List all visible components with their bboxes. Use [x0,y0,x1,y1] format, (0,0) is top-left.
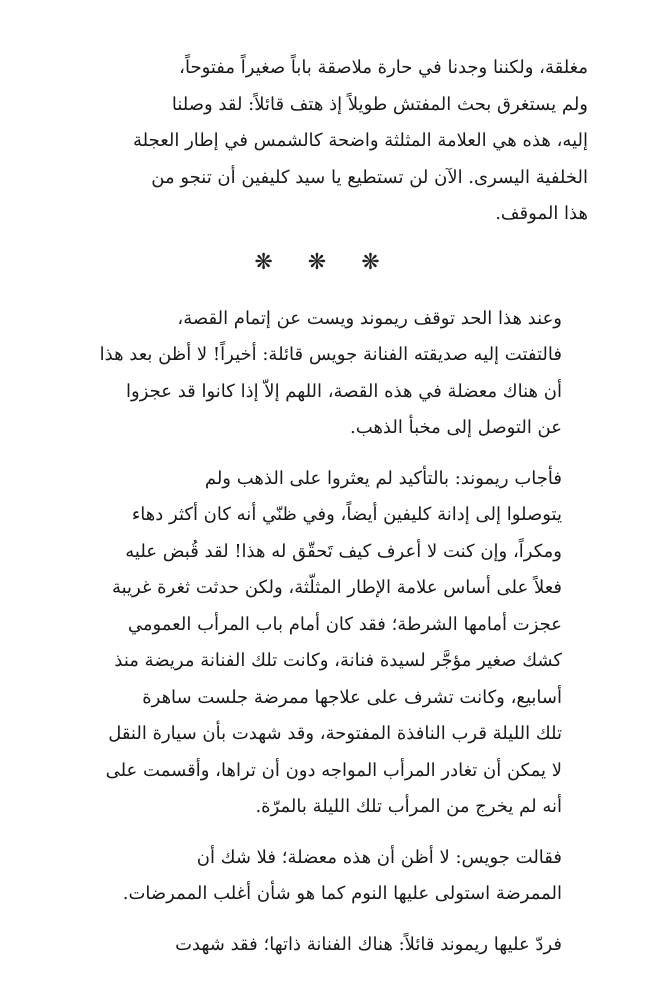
text-line: أسابيع، وكانت تشرف على علاجها ممرضة جلست ساهرة [142,686,562,708]
text-line: فعلاً على أساس علامة الإطار المثلّثة، ولكن حدثت ثغرة غريبة [111,577,562,598]
text-line: عجزت أمامها الشرطة؛ فقد كان أمام باب المرأب العمومي [127,613,562,635]
text-line: يتوصلوا إلى إدانة كليفين أيضاً، وفي ظنّي أنه كان أكثر دهاء [131,504,562,525]
text-line: وعند هذا الحد توقف ريموند ويست عن إتمام القصة، [177,307,562,329]
text-line: كشك صغير مؤجَّر لسيدة فنانة، وكانت تلك الفنانة مريضة منذ [114,650,562,671]
text-line: عن التوصل إلى مخبأ الذهب. [350,417,562,438]
text-line: أنه لم يخرج من المرأب تلك الليلة بالمرّة. [255,796,562,817]
text-line: مغلقة، ولكننا وجدنا في حارة ملاصقة باباً صغيراً مفتوحاً، [179,57,588,78]
text-line: إليه، هذه هي العلامة المثلثة واضحة كالشمس في إطار العجلة [132,130,588,151]
paragraph-raymond-answer [60,461,588,826]
text-line: لا يمكن أن تغادر المرأب المواجه دون أن تراها، وأقسمت على [105,759,562,781]
text-line: فقالت جويس: لا أظن أن هذه معضلة؛ فلا شك أن [196,846,562,868]
section-divider: ❋ ❋ ❋ [254,249,394,275]
text-line: فأجاب ريموند: بالتأكيد لم يعثروا على الذهب ولم [204,467,562,489]
paragraph-raymond-pause [60,301,588,447]
paragraph-opening [60,50,588,233]
text-line: ولم يستغرق بحث المفتش طويلاً إذ هتف قائلاً: لقد وصلنا [171,93,588,115]
text-line: هذا الموقف. [495,203,588,224]
text-line: فالتفتت إليه صديقته الفنانة جويس قائلة: أخيراً! لا أظن بعد هذا [99,344,562,365]
paragraph-raymond-rebuttal [60,927,588,964]
text-line: فردّ عليها ريموند قائلاً: هناك الفنانة ذاتها؛ فقد شهدت [175,933,562,955]
book-page [60,50,588,1000]
paragraph-joyce-reply [60,840,588,913]
text-line: أن هناك معضلة في هذه القصة، اللهم إلاّ إذا كانوا قد عجزوا [126,380,562,402]
text-line: الخلفية اليسرى. الآن لن تستطيع يا سيد كليفين أن تنجو من [151,166,588,188]
text-line: الممرضة استولى عليها النوم كما هو شأن أغلب الممرضات. [122,883,562,904]
text-line: ومكراً، وإن كنت لا أعرف كيف تَحقّق له هذا! لقد قُبض عليه [125,540,562,562]
text-line: تلك الليلة قرب النافذة المفتوحة، وقد شهدت بأن سيارة النقل [108,723,562,744]
